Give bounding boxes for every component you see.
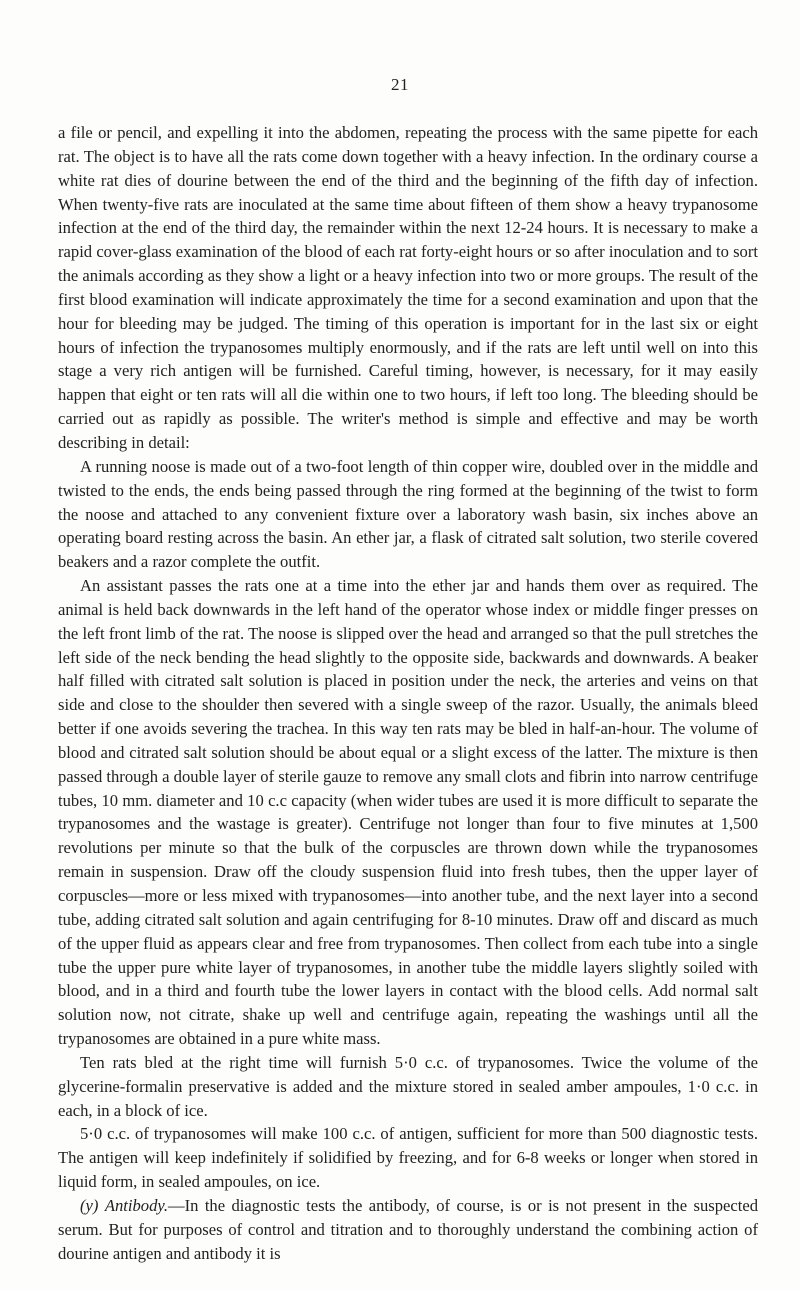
paragraph-4: Ten rats bled at the right time will furnish 5·0 c.c. of trypanosomes. Twice the volume of the glycerine-formalin preservative is added and the mixture stored in sealed amber ampoules, 1·0 c.c. in each, in a block of ice. bbox=[58, 1052, 758, 1120]
paragraph-3: An assistant passes the rats one at a time into the ether jar and hands them over as required. The animal is held back downwards in the left hand of the operator whose index or middle finger presses on the left front limb of the rat. The noose is slipped over the head and arranged so that the pull stretches the left side of the neck bending the head slightly to the opposite side, backwards and downwards. A beaker half filled with citrated salt solution is placed in position under the neck, the arteries and veins on that side and close to the shoulder then severed with a single sweep of the razor. Usually, the animals bleed better if one avoids severing the trachea. In this way ten rats may be bled in half-an-hour. The volume of blood and citrated salt solution should be about equal or a slight excess of the latter. The mixture is then passed through a double layer of sterile gauze to remove any small clots and fibrin into narrow centrifuge tubes, 10 mm. diameter and 10 c.c capacity (when wider tubes are used it is more difficult to separate the trypanosomes and the wastage is greater). Centrifuge not longer than four to five minutes at 1,500 revolutions per minute so that the bulk of the corpuscles are thrown down while the trypanosomes remain in suspension. Draw off the cloudy suspension fluid into fresh tubes, then the upper layer of corpuscles—more or less mixed with trypanosomes—into another tube, and the next layer into a second tube, adding citrated salt solution and again centrifuging for 8-10 minutes. Draw off and discard as much of the upper fluid as appears clear and free from trypanosomes. Then collect from each tube into a single tube the upper pure white layer of trypanosomes, in another tube the middle layers slightly soiled with blood, and in a third and fourth tube the lower layers in contact with the blood cells. Add normal salt solution now, not citrate, shake up well and centrifuge again, repeating the washings until all the trypanosomes are obtained in a pure white mass. bbox=[58, 576, 758, 1049]
body-text bbox=[58, 121, 758, 1266]
page-number: 21 bbox=[391, 75, 409, 94]
paragraph-5: 5·0 c.c. of trypanosomes will make 100 c.c. of antigen, sufficient for more than 500 diagnostic tests. The antigen will keep indefinitely if solidified by freezing, and for 6-8 weeks or longer when stored in liquid form, in sealed ampoules, on ice. bbox=[58, 1124, 758, 1192]
paragraph-2: A running noose is made out of a two-foot length of thin copper wire, doubled over in the middle and twisted to the ends, the ends being passed through the ring formed at the beginning of the twist to form the noose and attached to any convenient fixture over a laboratory wash basin, six inches above an operating board resting across the basin. An ether jar, a flask of citrated salt solution, two sterile covered beakers and a razor complete the outfit. bbox=[58, 456, 758, 572]
paragraph-1: a file or pencil, and expelling it into the abdomen, repeating the process with the same pipette for each rat. The object is to have all the rats come down together with a heavy infection. In the ordinary course a white rat dies of dourine between the end of the third and the beginning of the fifth day of infection. When twenty-five rats are inoculated at the same time about fifteen of them show a heavy trypanosome infection at the end of the third day, the remainder within the next 12-24 hours. It is necessary to make a rapid cover-glass examination of the blood of each rat forty-eight hours or so after inoculation and to sort the animals according as they show a light or a heavy infection into two or more groups. The result of the first blood examination will indicate approximately the time for a second examination and upon that the hour for bleeding may be judged. The timing of this operation is important for in the last six or eight hours of infection the trypanosomes multiply enormously, and if the rats are left until well on into this stage a very rich antigen will be furnished. Careful timing, however, is necessary, for it may easily happen that eight or ten rats will all die within one to two hours, if left too long. The bleeding should be carried out as rapidly as possible. The writer's method is simple and effective and may be worth describing in detail: bbox=[58, 123, 758, 452]
section-text: —In the diagnostic tests the antibody, of course, is or is not present in the suspected serum. But for purposes of control and titration and to thoroughly understand the combining action of dourine antigen and antibody it is bbox=[58, 1195, 758, 1263]
section-antibody bbox=[58, 1194, 758, 1266]
section-heading: Antibody. bbox=[104, 1195, 168, 1215]
section-label: (y) bbox=[80, 1195, 99, 1215]
